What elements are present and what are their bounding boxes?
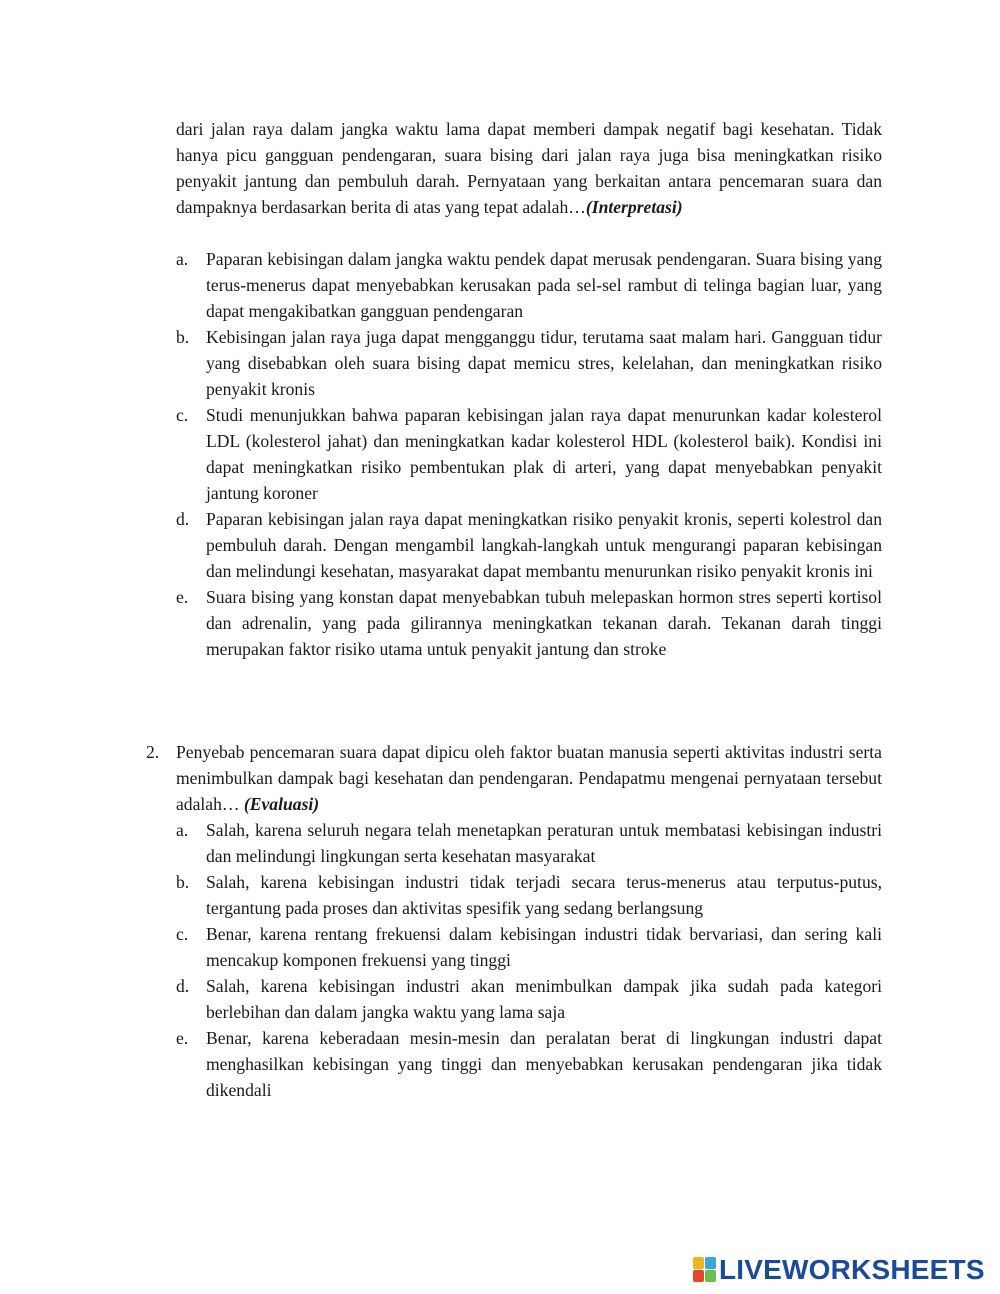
question-2-tag: (Evaluasi) — [243, 794, 320, 814]
logo-block-icon — [693, 1257, 704, 1269]
option-letter: c. — [176, 924, 189, 944]
question-2-option-a[interactable] — [176, 817, 882, 869]
question-2 — [146, 739, 882, 817]
option-text: Paparan kebisingan jalan raya dapat meningkatkan risiko penyakit kronis, seperti kolestrol dan pembuluh darah. Dengan mengambil langkah-langkah untuk mengurangi paparan kebisingan dan melindungi kesehatan, masyarakat dapat membantu menurunkan risiko penyakit kronis ini — [206, 509, 882, 581]
question-2-number: 2. — [146, 742, 160, 762]
option-letter: b. — [176, 327, 190, 347]
question-1-option-d[interactable] — [176, 506, 882, 584]
option-text: Benar, karena rentang frekuensi dalam kebisingan industri tidak bervariasi, dan sering kali mencakup komponen frekuensi yang tinggi — [206, 924, 882, 970]
option-letter: c. — [176, 405, 189, 425]
option-letter: a. — [176, 249, 189, 269]
question-2-option-e[interactable] — [176, 1025, 882, 1103]
option-letter: b. — [176, 872, 190, 892]
question-2-option-b[interactable] — [176, 869, 882, 921]
liveworksheets-logo[interactable] — [693, 1255, 985, 1285]
question-2-option-c[interactable] — [176, 921, 882, 973]
logo-block-icon — [705, 1257, 716, 1269]
option-text: Kebisingan jalan raya juga dapat mengganggu tidur, terutama saat malam hari. Gangguan tidur yang disebabkan oleh suara bising dapat memicu stres, kelelahan, dan meningkatkan risiko penyakit kronis — [206, 327, 882, 399]
option-text: Salah, karena kebisingan industri tidak terjadi secara terus-menerus atau terputus-putus, tergantung pada proses dan aktivitas spesifik yang sedang berlangsung — [206, 872, 882, 918]
question-2-option-d[interactable] — [176, 973, 882, 1025]
question-1-stem — [176, 116, 882, 220]
option-letter: e. — [176, 1028, 189, 1048]
question-2-stem-text: Penyebab pencemaran suara dapat dipicu oleh faktor buatan manusia seperti aktivitas industri serta menimbulkan dampak bagi kesehatan dan pendengaran. Pendapatmu mengenai pernyataan tersebut adalah… — [176, 742, 882, 814]
question-2-stem — [176, 739, 882, 817]
option-text: Benar, karena keberadaan mesin-mesin dan peralatan berat di lingkungan industri dapat menghasilkan kebisingan yang tinggi dan menyebabkan kerusakan pendengaran jika tidak dikendali — [206, 1028, 882, 1100]
question-2-options — [176, 817, 882, 1103]
option-letter: d. — [176, 976, 190, 996]
question-1-options — [176, 246, 882, 662]
logo-blocks-icon — [693, 1257, 717, 1283]
question-1-option-b[interactable] — [176, 324, 882, 402]
option-letter: a. — [176, 820, 189, 840]
logo-block-icon — [693, 1270, 704, 1282]
option-text: Salah, karena seluruh negara telah menetapkan peraturan untuk membatasi kebisingan industri dan melindungi lingkungan serta kesehatan masyarakat — [206, 820, 882, 866]
question-1-tag: (Interpretasi) — [585, 197, 683, 217]
question-1-option-e[interactable] — [176, 584, 882, 662]
option-letter: e. — [176, 587, 189, 607]
logo-block-icon — [705, 1270, 716, 1282]
option-letter: d. — [176, 509, 190, 529]
option-text: Suara bising yang konstan dapat menyebabkan tubuh melepaskan hormon stres seperti kortisol dan adrenalin, yang pada gilirannya meningkatkan tekanan darah. Tekanan darah tinggi merupakan faktor risiko utama untuk penyakit jantung dan stroke — [206, 587, 882, 659]
option-text: Studi menunjukkan bahwa paparan kebisingan jalan raya dapat menurunkan kadar kolesterol LDL (kolesterol jahat) dan meningkatkan kadar kolesterol HDL (kolesterol baik). Kondisi ini dapat meningkatkan risiko pembentukan plak di arteri, yang dapat menyebabkan penyakit jantung koroner — [206, 405, 882, 503]
logo-text: LIVEWORKSHEETS — [719, 1254, 985, 1285]
question-1-stem-text: dari jalan raya dalam jangka waktu lama dapat memberi dampak negatif bagi kesehatan. Tidak hanya picu gangguan pendengaran, suara bising dari jalan raya juga bisa meningkatkan risiko penyakit jantung dan pembuluh darah. Pernyataan yang berkaitan antara pencemaran suara dan dampaknya berdasarkan berita di atas yang tepat adalah… — [176, 119, 882, 217]
question-1-option-a[interactable] — [176, 246, 882, 324]
option-text: Salah, karena kebisingan industri akan menimbulkan dampak jika sudah pada kategori berlebihan dan dalam jangka waktu yang lama saja — [206, 976, 882, 1022]
option-text: Paparan kebisingan dalam jangka waktu pendek dapat merusak pendengaran. Suara bising yang terus-menerus dapat menyebabkan kerusakan pada sel-sel rambut di telinga bagian luar, yang dapat mengakibatkan gangguan pendengaran — [206, 249, 882, 321]
question-1-option-c[interactable] — [176, 402, 882, 506]
